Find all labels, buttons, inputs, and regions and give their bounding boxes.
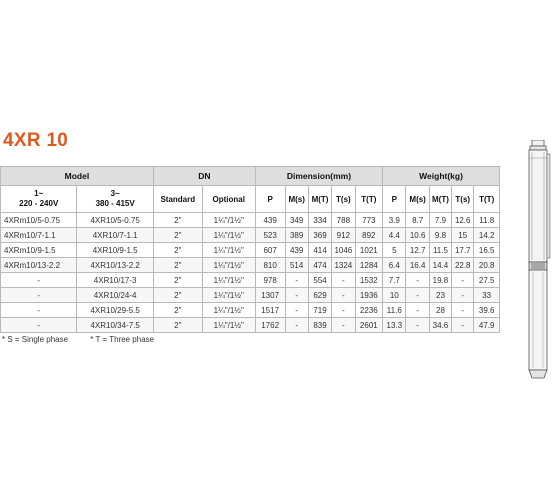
table-row [1, 303, 500, 318]
single-phase-symbol: 1~ [34, 189, 44, 198]
cell-dim-mt: 839 [308, 318, 331, 333]
cell-dim-tt: 1936 [355, 288, 383, 303]
spec-table [0, 166, 500, 333]
cell-model-three-phase: 4XR10/5-0.75 [77, 213, 153, 228]
cell-dim-ts: - [332, 288, 355, 303]
cell-wt-mt: 9.8 [429, 228, 451, 243]
cell-wt-ms: 16.4 [406, 258, 429, 273]
cell-wt-ms: - [406, 303, 429, 318]
cell-model-single-phase: - [1, 288, 77, 303]
three-phase-symbol: 3~ [110, 189, 120, 198]
header-dim-ms: M(s) [285, 186, 308, 213]
cell-wt-ts: 15 [452, 228, 474, 243]
cell-wt-tt: 16.5 [474, 243, 500, 258]
table-row [1, 213, 500, 228]
cell-dim-mt: 414 [308, 243, 331, 258]
header-wt-p: P [383, 186, 406, 213]
header-dim-mt: M(T) [308, 186, 331, 213]
cell-wt-ms: 12.7 [406, 243, 429, 258]
cell-dn-optional: 1¼"/1½" [202, 243, 255, 258]
cell-dim-tt: 1021 [355, 243, 383, 258]
note-three-phase: * T = Three phase [90, 335, 155, 344]
cell-dim-p: 439 [255, 213, 285, 228]
footnotes [2, 335, 174, 344]
cell-model-single-phase: 4XRm10/5-0.75 [1, 213, 77, 228]
cell-wt-mt: 19.8 [429, 273, 451, 288]
header-wt-tt: T(T) [474, 186, 500, 213]
cell-wt-tt: 27.5 [474, 273, 500, 288]
cell-dim-ms: - [285, 288, 308, 303]
note-single-phase: * S = Single phase [2, 335, 69, 344]
cell-dim-ts: 1324 [332, 258, 355, 273]
cell-dim-mt: 369 [308, 228, 331, 243]
cell-wt-ts: 17.7 [452, 243, 474, 258]
cell-wt-p: 13.3 [383, 318, 406, 333]
cell-dim-tt: 1284 [355, 258, 383, 273]
cell-wt-tt: 33 [474, 288, 500, 303]
cell-wt-ms: 10.6 [406, 228, 429, 243]
cell-wt-ts: 22.8 [452, 258, 474, 273]
cell-dim-tt: 892 [355, 228, 383, 243]
cell-wt-tt: 47.9 [474, 318, 500, 333]
cell-dim-mt: 554 [308, 273, 331, 288]
table-row [1, 318, 500, 333]
cell-dim-tt: 2236 [355, 303, 383, 318]
cell-wt-p: 10 [383, 288, 406, 303]
header-optional: Optional [202, 186, 255, 213]
cell-dim-ts: 1046 [332, 243, 355, 258]
cell-wt-ms: - [406, 288, 429, 303]
cell-dn-standard: 2" [153, 228, 202, 243]
cell-model-three-phase: 4XR10/34-7.5 [77, 318, 153, 333]
cell-dn-standard: 2" [153, 288, 202, 303]
submersible-pump-drawing-icon [522, 140, 554, 380]
header-weight: Weight(kg) [383, 167, 500, 186]
cell-dim-p: 1307 [255, 288, 285, 303]
cell-wt-ts: - [452, 303, 474, 318]
cell-wt-tt: 20.8 [474, 258, 500, 273]
cell-model-three-phase: 4XR10/29-5.5 [77, 303, 153, 318]
cell-model-single-phase: 4XRm10/7-1.1 [1, 228, 77, 243]
cell-wt-ts: - [452, 318, 474, 333]
cell-wt-p: 7.7 [383, 273, 406, 288]
cell-wt-ms: 8.7 [406, 213, 429, 228]
cell-wt-tt: 11.8 [474, 213, 500, 228]
header-wt-ms: M(s) [406, 186, 429, 213]
cell-dim-ts: - [332, 303, 355, 318]
cell-wt-mt: 28 [429, 303, 451, 318]
single-phase-voltage: 220 - 240V [19, 199, 59, 208]
cell-dim-mt: 334 [308, 213, 331, 228]
table-row [1, 273, 500, 288]
header-single-phase [1, 186, 77, 213]
cell-dn-standard: 2" [153, 258, 202, 273]
cell-wt-p: 4.4 [383, 228, 406, 243]
cell-dim-tt: 1532 [355, 273, 383, 288]
cell-wt-ms: - [406, 273, 429, 288]
cell-model-three-phase: 4XR10/17-3 [77, 273, 153, 288]
three-phase-voltage: 380 - 415V [95, 199, 135, 208]
cell-wt-p: 5 [383, 243, 406, 258]
cell-dn-standard: 2" [153, 213, 202, 228]
cell-model-single-phase: 4XRm10/9-1.5 [1, 243, 77, 258]
cell-dim-ms: - [285, 273, 308, 288]
cell-dim-ts: 912 [332, 228, 355, 243]
cell-wt-ts: - [452, 273, 474, 288]
cell-dn-standard: 2" [153, 303, 202, 318]
page-title: 4XR 10 [3, 130, 69, 151]
cell-dim-mt: 719 [308, 303, 331, 318]
cell-model-three-phase: 4XR10/9-1.5 [77, 243, 153, 258]
cell-dim-p: 1762 [255, 318, 285, 333]
cell-dn-optional: 1¼"/1½" [202, 228, 255, 243]
header-standard: Standard [153, 186, 202, 213]
cell-wt-ts: - [452, 288, 474, 303]
cell-model-three-phase: 4XR10/24-4 [77, 288, 153, 303]
cell-dim-ms: 439 [285, 243, 308, 258]
cell-wt-mt: 7.9 [429, 213, 451, 228]
cell-model-three-phase: 4XR10/13-2.2 [77, 258, 153, 273]
cell-dim-tt: 773 [355, 213, 383, 228]
header-wt-ts: T(s) [452, 186, 474, 213]
cell-dim-p: 978 [255, 273, 285, 288]
table-body [1, 213, 500, 333]
header-dim-p: P [255, 186, 285, 213]
cell-dim-ms: 514 [285, 258, 308, 273]
cell-wt-p: 6.4 [383, 258, 406, 273]
table-row [1, 288, 500, 303]
cell-wt-mt: 23 [429, 288, 451, 303]
cell-dim-ts: - [332, 318, 355, 333]
cell-dn-standard: 2" [153, 273, 202, 288]
cell-dn-optional: 1¼"/1½" [202, 318, 255, 333]
cell-wt-mt: 11.5 [429, 243, 451, 258]
cell-dim-p: 523 [255, 228, 285, 243]
header-dim-tt: T(T) [355, 186, 383, 213]
cell-dn-optional: 1¼"/1½" [202, 213, 255, 228]
cell-wt-tt: 14.2 [474, 228, 500, 243]
header-model: Model [1, 167, 154, 186]
cell-dim-ts: - [332, 273, 355, 288]
cell-wt-ms: - [406, 318, 429, 333]
header-dn: DN [153, 167, 255, 186]
table-row [1, 228, 500, 243]
cell-wt-mt: 34.6 [429, 318, 451, 333]
header-dim-ts: T(s) [332, 186, 355, 213]
cell-dim-mt: 629 [308, 288, 331, 303]
cell-dim-ms: 349 [285, 213, 308, 228]
cell-dim-ms: - [285, 318, 308, 333]
cell-wt-p: 3.9 [383, 213, 406, 228]
cell-dn-standard: 2" [153, 243, 202, 258]
cell-wt-mt: 14.4 [429, 258, 451, 273]
cell-dn-standard: 2" [153, 318, 202, 333]
cell-dim-mt: 474 [308, 258, 331, 273]
cell-dim-p: 810 [255, 258, 285, 273]
header-dimension: Dimension(mm) [255, 167, 382, 186]
cell-dn-optional: 1¼"/1½" [202, 288, 255, 303]
cell-model-single-phase: 4XRm10/13-2.2 [1, 258, 77, 273]
cell-dim-p: 1517 [255, 303, 285, 318]
cell-model-single-phase: - [1, 273, 77, 288]
cell-dim-p: 607 [255, 243, 285, 258]
cell-wt-tt: 39.6 [474, 303, 500, 318]
table-row [1, 243, 500, 258]
cell-dn-optional: 1¼"/1½" [202, 303, 255, 318]
cell-wt-ts: 12.6 [452, 213, 474, 228]
table-row [1, 258, 500, 273]
cell-dim-ms: - [285, 303, 308, 318]
header-wt-mt: M(T) [429, 186, 451, 213]
cell-dn-optional: 1¼"/1½" [202, 258, 255, 273]
cell-dn-optional: 1¼"/1½" [202, 273, 255, 288]
header-three-phase [77, 186, 153, 213]
cell-model-single-phase: - [1, 318, 77, 333]
cell-wt-p: 11.6 [383, 303, 406, 318]
cell-model-single-phase: - [1, 303, 77, 318]
cell-dim-tt: 2601 [355, 318, 383, 333]
cell-dim-ts: 788 [332, 213, 355, 228]
cell-dim-ms: 389 [285, 228, 308, 243]
cell-model-three-phase: 4XR10/7-1.1 [77, 228, 153, 243]
